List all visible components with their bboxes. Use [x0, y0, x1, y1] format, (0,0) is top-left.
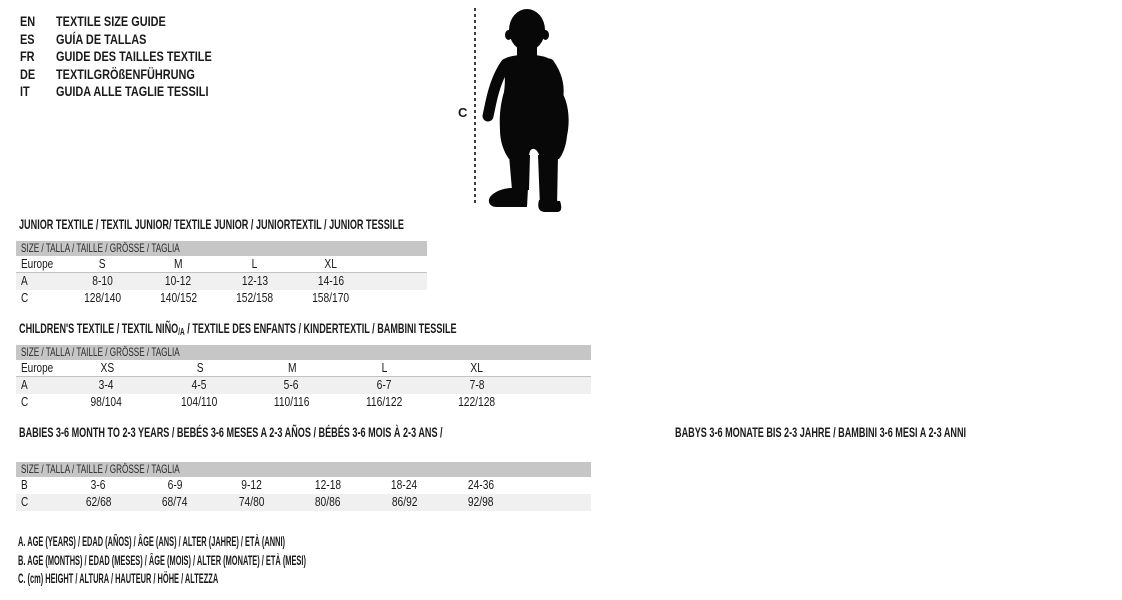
junior-table-title: JUNIOR TEXTILE / TEXTIL JUNIOR/ TEXTILE JUNIOR / JUNIORTEXTIL / JUNIOR TESSILE	[19, 216, 404, 232]
language-title-list	[20, 13, 256, 101]
guide-title: TEXTILE SIZE GUIDE	[55, 13, 166, 29]
language-row	[20, 13, 256, 31]
legend-notes	[18, 533, 541, 589]
guide-title: GUÍA DE TALLAS	[55, 30, 147, 47]
table-row-region-sizes: Europe S M L XL	[16, 256, 427, 273]
table-row-height: C 98/104 104/110 110/116 116/122 122/128	[21, 395, 496, 409]
language-code: IT	[20, 83, 30, 100]
baby-silhouette-icon	[470, 0, 600, 216]
note-age-years: A. AGE (YEARS) / EDAD (AÑOS) / ÂGE (ANS) / ALTER (JAHRE) / ETÀ (ANNI)	[18, 534, 286, 549]
junior-size-table	[16, 241, 427, 307]
language-code: EN	[20, 13, 36, 29]
table-row-height: C 62/68 68/74 74/80 80/86 86/92 92/98	[16, 494, 591, 511]
table-row-age: A 8-10 10-12 12-13 14-16	[16, 273, 427, 290]
language-row	[20, 66, 256, 84]
size-header-bar: SIZE / TALLA / TAILLE / GRÖSSE / TAGLIA	[16, 462, 591, 477]
language-code: FR	[20, 48, 35, 65]
nino-a-subscript: /A	[178, 327, 185, 338]
language-row	[20, 83, 256, 101]
table-row-age: A 3-4 4-5 5-6 6-7 7-8	[16, 377, 591, 394]
language-code: DE	[20, 65, 36, 82]
note-age-months: B. AGE (MONTHS) / EDAD (MESES) / ÂGE (MOIS) / ALTER (MONATE) / ETÀ (MESI)	[18, 552, 306, 568]
guide-title: GUIDE DES TAILLES TEXTILE	[55, 48, 212, 65]
language-code: ES	[20, 30, 35, 47]
language-row	[20, 31, 256, 49]
table-row-region-sizes: Europe XS S M L XL	[16, 360, 591, 377]
children-table-title: CHILDREN'S TEXTILE / TEXTIL NIÑO/A / TEXTILE DES ENFANTS / KINDERTEXTIL / BAMBINI TESSILE	[19, 320, 457, 338]
guide-title: TEXTILGRÖßENFÜHRUNG	[55, 65, 195, 82]
language-row	[20, 48, 256, 66]
guide-title: GUIDA ALLE TAGLIE TESSILI	[55, 83, 209, 100]
table-row-height: C 128/140 140/152 152/158 158/170	[21, 291, 350, 305]
size-header-bar: SIZE / TALLA / TAILLE / GRÖSSE / TAGLIA	[16, 345, 591, 360]
height-measure-label: C	[458, 105, 468, 120]
size-header-bar: SIZE / TALLA / TAILLE / GRÖSSE / TAGLIA	[16, 241, 427, 256]
baby-figure	[450, 0, 600, 216]
babies-table-title: BABIES 3-6 MONTH TO 2-3 YEARS / BEBÉS 3-6 MESES A 2-3 AÑOS / BÉBÉS 3-6 MOIS À 2-3 ANS / BABYS 3-6 MONATE BIS 2-3 JAHRE / BAMBINI 3-6 MESI A 2-3 ANNI	[19, 424, 966, 440]
children-size-table	[16, 345, 591, 411]
note-height-cm: C. (cm) HEIGHT / ALTURA / HAUTEUR / HÖHE / ALTEZZA	[18, 571, 219, 587]
babies-size-table	[16, 462, 591, 511]
table-row-age-months: B 3-6 6-9 9-12 12-18 18-24 24-36	[21, 478, 494, 492]
